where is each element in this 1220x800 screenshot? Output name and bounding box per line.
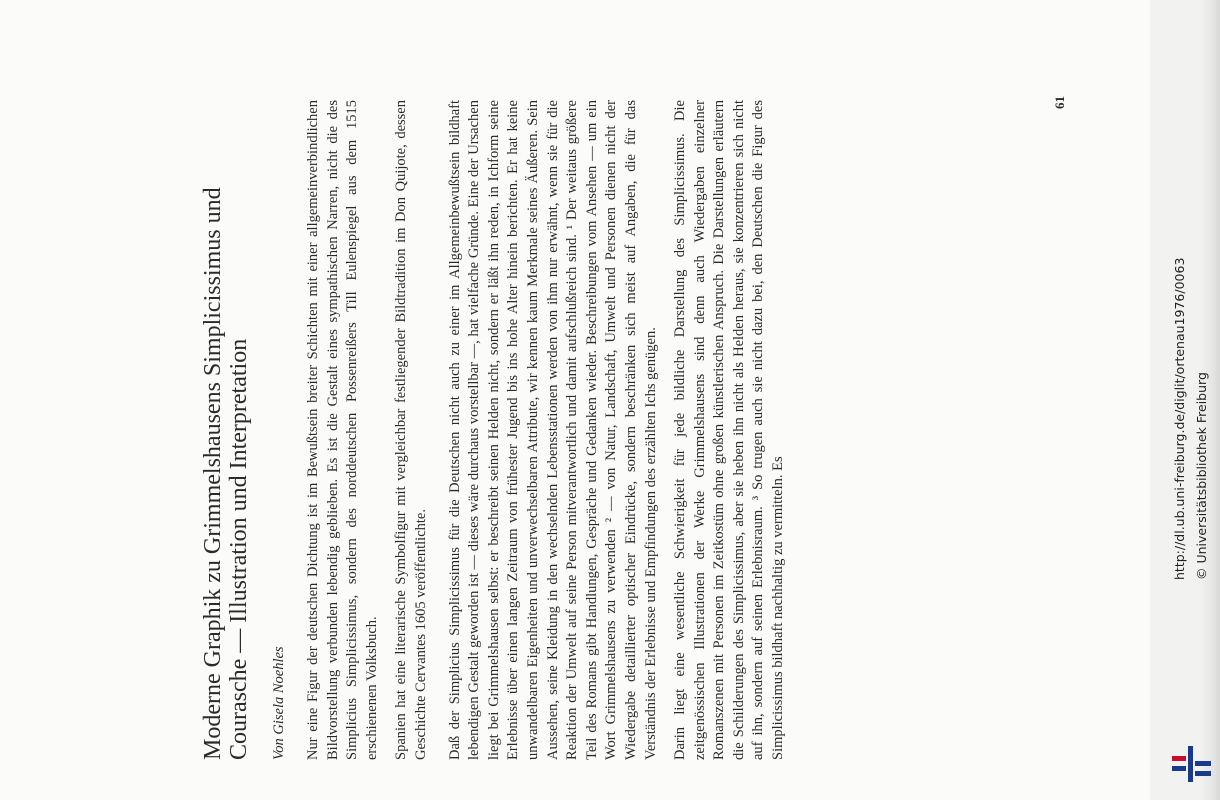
ub-freiburg-logo-icon bbox=[1168, 744, 1216, 784]
title-line-2: Courasche — Illustration und Interpretation bbox=[226, 338, 252, 760]
paragraph-2: Spanien hat eine literarische Symbolfigur mit vergleichbar festliegender Bildtradition im Don Quijote, dessen Geschichte Cervantes 1605 veröffentlichte. bbox=[393, 100, 429, 760]
article-title bbox=[200, 140, 252, 760]
title-line-1: Moderne Graphik zu Grimmelshausens Simplicissimus und bbox=[200, 187, 226, 760]
page-number: 61 bbox=[1052, 96, 1067, 109]
paragraph-3: Daß der Simplicius Simplicissimus für die Deutschen nicht auch zu einer im Allgemeinbewußtsein bildhaft lebendigen Gestalt geworden ist — dieses wäre durchaus vorstellbar —, hat vielfache Gründe. Eine der Ursachen liegt bei Grimmelshausen selbst: er beschreibt seinen Helden nicht, sondern er läßt ihn reden, in Ichform seine Erlebnisse über einen langen Zeitraum von frühester Jugend bis ins hohe Alter hinein berichten. Er hat keine unwandelbaren Eigenheiten und unverwechselbaren Attribute, wir kennen kaum Merkmale seines Äußeren. Sein Aussehen, seine Kleidung in den wechselnden Lebensstationen werden von ihm nur erwähnt, wenn sie für die Reaktion der Umwelt auf seine Person mitverantwortlich und damit aufschlußreich sind. ¹ Der weitaus größere Teil des Romans gibt Handlungen, Gespräche und Gedanken wieder. Beschreibungen vom Ansehen — um ein Wort Grimmelshausens zu verwenden ² — von Natur, Landschaft, Umwelt und Personen dienen nicht der Wiedergabe detaillierter optischer Eindrücke, sondern beschränken sich meist auf Angaben, die für das Verständnis der Erlebnisse und Empfindungen des erzählten Ichs genügen. bbox=[446, 100, 659, 760]
paragraph-1: Nur eine Figur der deutschen Dichtung ist im Bewußtsein breiter Schichten mit einer allgemeinverbindlichen Bildvorstellung verbunden lebendig geblieben. Es ist die Gestalt eines sympathischen Narren, nicht die des Simplicius Simplicissimus, sondern des norddeutschen Possenreißers Till Eulenspiegel aus dem 1515 erschienenen Volksbuch. bbox=[305, 100, 380, 760]
paragraph-4: Darin liegt eine wesentliche Schwierigkeit für jede bildliche Darstellung des Simplicissimus. Die zeitgenössischen Illustrationen der Werke Grimmelshausens sind denn auch Wiedergaben einzelner Romanszenen mit Personen im Zeitkostüm ohne großen künstlerischen Anspruch. Die Darstellungen erläutern die Schilderungen des Simplicissimus, aber sie heben ihn nicht als Helden heraus, sie konzentrieren sich nicht auf ihn, sondern auf seinen Erlebnisraum. ³ So trugen auch sie nicht dazu bei, den Deutschen die Figur des Simplicissimus bildhaft nachhaltig zu vermitteln. Es bbox=[672, 100, 787, 760]
copyright-notice: © Universitätsbibliothek Freiburg bbox=[1194, 372, 1209, 580]
author-byline: Von Gisela Noehles bbox=[271, 646, 287, 760]
source-url[interactable]: http://dl.ub.uni-freiburg.de/diglit/ortenau1976/0063 bbox=[1172, 257, 1187, 580]
article-block bbox=[200, 96, 1080, 760]
